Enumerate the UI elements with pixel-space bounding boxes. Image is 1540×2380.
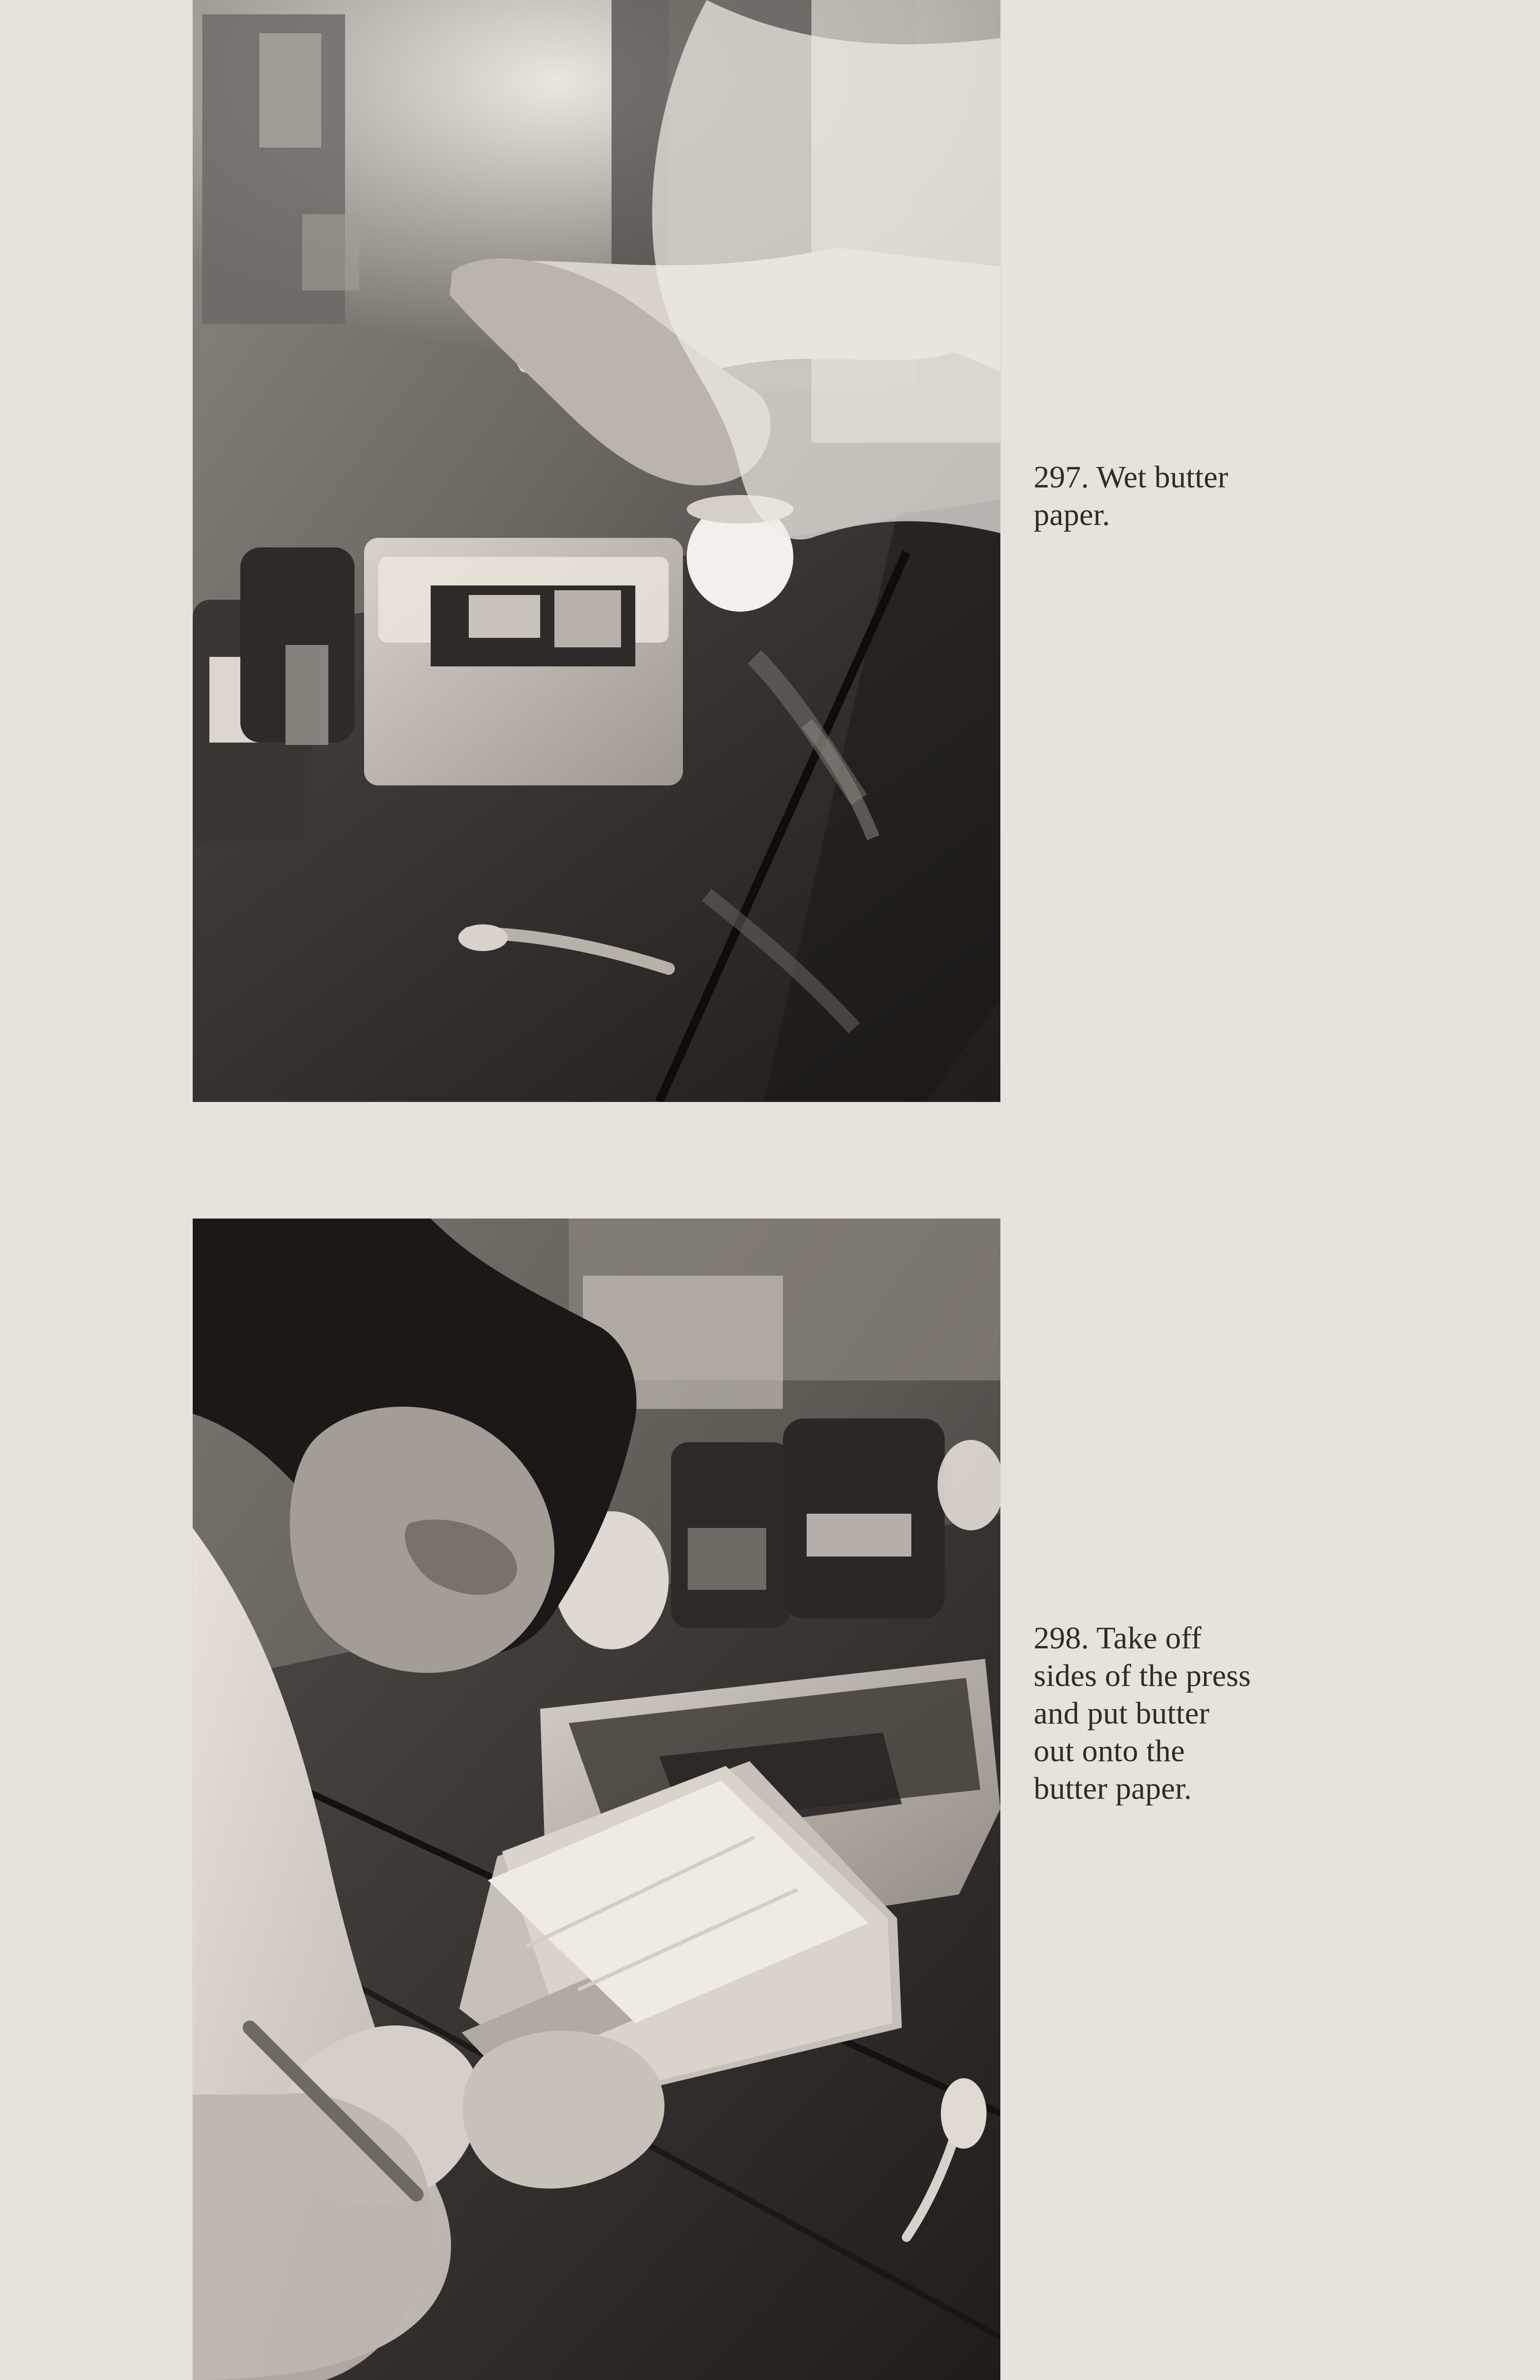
figure-caption-297: 297. Wet butter paper. (1034, 460, 1228, 532)
photo-wet-butter-paper (193, 0, 1000, 1102)
figure-caption-298: 298. Take off sides of the press and put butter out onto the butter paper. (1034, 1621, 1251, 1806)
photo-take-off-press-sides (193, 1219, 1000, 2380)
